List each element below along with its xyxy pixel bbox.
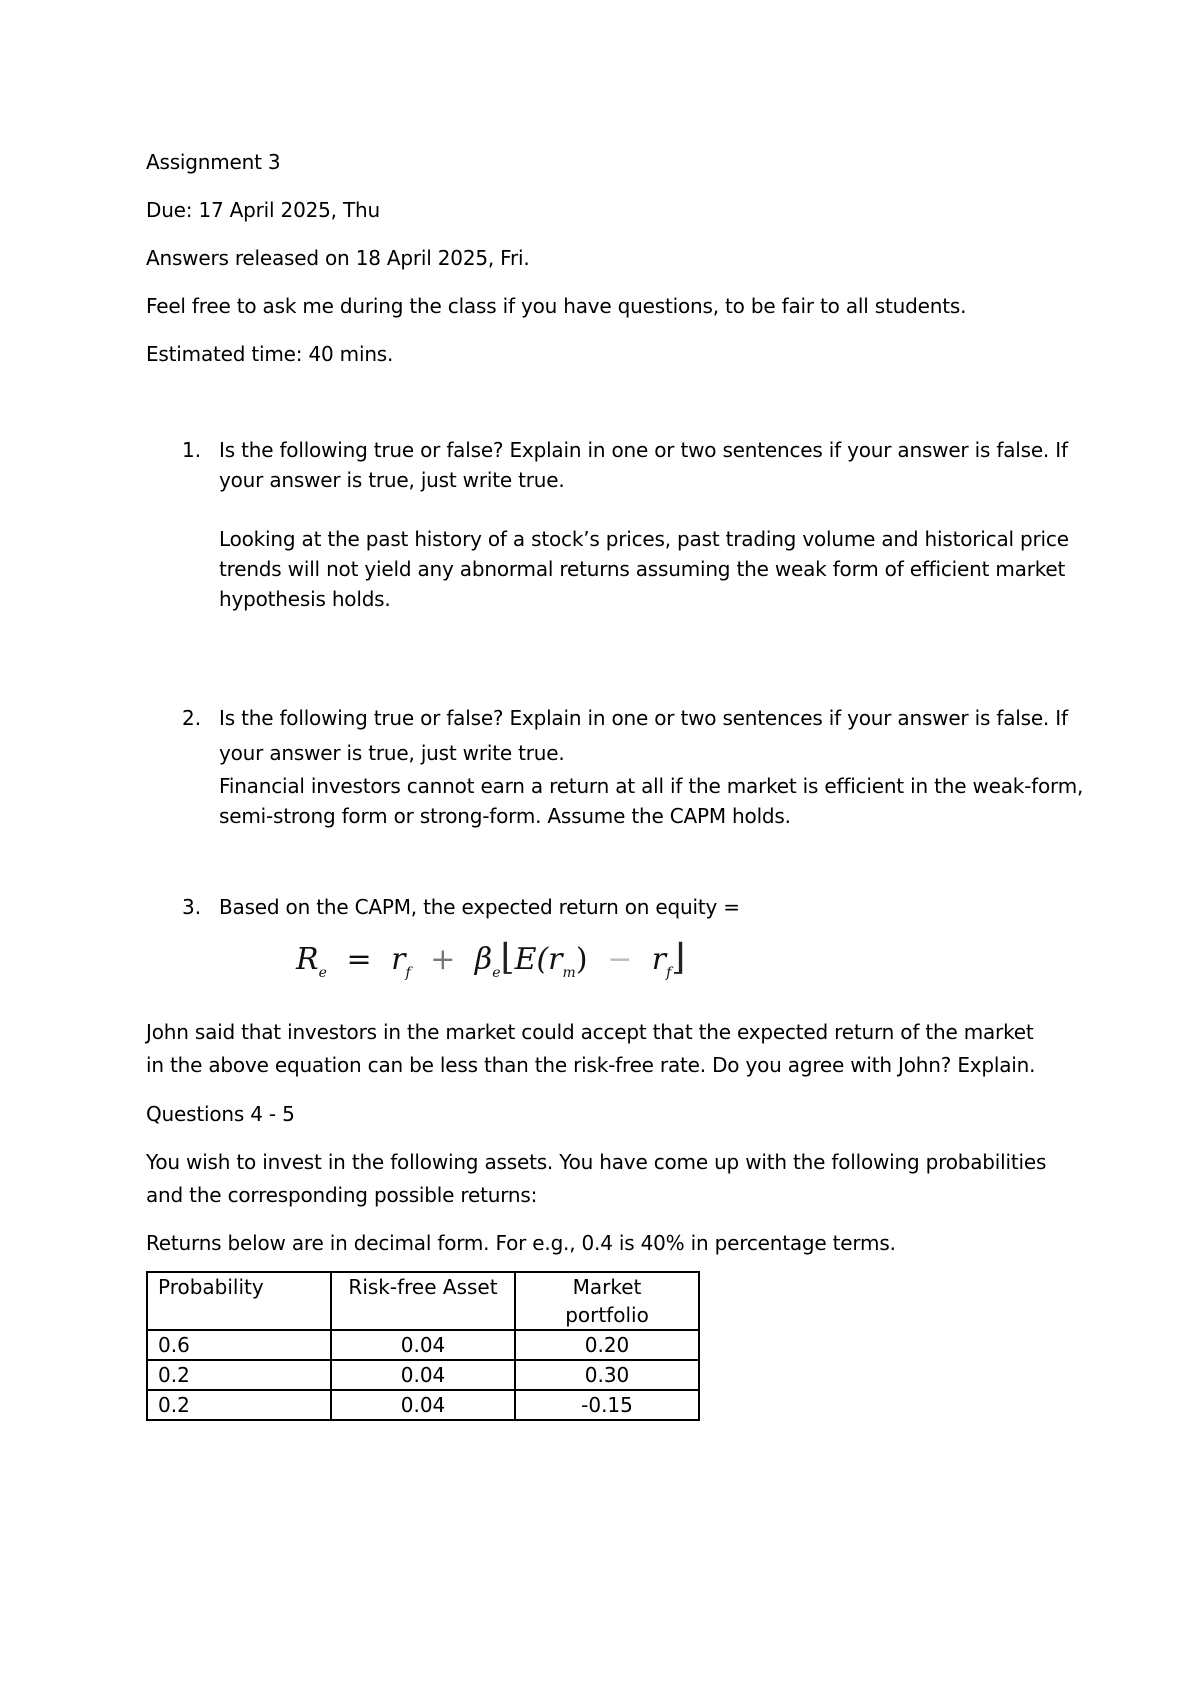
question-1-line-1: Is the following true or false? Explain in one or two sentences if your answer is false. If <box>219 438 1068 462</box>
header-market-portfolio: Market portfolio <box>515 1272 699 1330</box>
question-1-line-2: your answer is true, just write true. <box>219 468 565 492</box>
returns-table <box>146 1271 700 1421</box>
formula-equals: = <box>346 942 372 977</box>
cell-risk-free: 0.04 <box>331 1360 515 1390</box>
table-header-row <box>147 1272 699 1330</box>
question-number: 2. <box>182 706 202 730</box>
table-row <box>147 1330 699 1360</box>
cell-market: 0.30 <box>515 1360 699 1390</box>
formula-expected-market: E(r <box>514 942 563 977</box>
table-row <box>147 1390 699 1420</box>
question-2-line-2: your answer is true, just write true. <box>219 741 565 765</box>
cell-risk-free: 0.04 <box>331 1390 515 1420</box>
question-2-line-4: semi-strong form or strong-form. Assume the CAPM holds. <box>219 804 791 828</box>
answers-release-date: Answers released on 18 April 2025, Fri. <box>146 246 530 270</box>
question-3-followup-line-2: in the above equation can be less than the risk-free rate. Do you agree with John? Explain. <box>146 1053 1036 1077</box>
decimal-form-note: Returns below are in decimal form. For e.g., 0.4 is 40% in percentage terms. <box>146 1231 896 1255</box>
formula-close-bracket: ⌋ <box>671 937 686 978</box>
question-1-statement-line-2: trends will not yield any abnormal returns assuming the weak form of efficient market <box>219 557 1066 581</box>
question-1-statement-line-1: Looking at the past history of a stock’s prices, past trading volume and historical price <box>219 527 1069 551</box>
question-1-statement-line-3: hypothesis holds. <box>219 587 391 611</box>
question-number: 3. <box>182 895 202 919</box>
question-3-followup-line-1: John said that investors in the market could accept that the expected return of the market <box>146 1020 1034 1044</box>
capm-formula: $R_e = r_f$ + $\beta_e⌊E(r_m)$ − $r_f⌋$ <box>296 937 686 981</box>
cell-probability: 0.6 <box>147 1330 331 1360</box>
question-2-line-3: Financial investors cannot earn a return at all if the market is efficient in the weak-form, <box>219 774 1084 798</box>
section-4-5-heading: Questions 4 - 5 <box>146 1102 295 1126</box>
cell-probability: 0.2 <box>147 1360 331 1390</box>
table-row <box>147 1360 699 1390</box>
assignment-title: Assignment 3 <box>146 150 281 174</box>
cell-market: 0.20 <box>515 1330 699 1360</box>
formula-risk-free-2: r <box>651 942 667 977</box>
formula-minus: − <box>607 942 633 977</box>
question-number: 1. <box>182 438 202 462</box>
header-probability: Probability <box>147 1272 331 1330</box>
formula-beta: β <box>474 942 493 977</box>
questions-note: Feel free to ask me during the class if you have questions, to be fair to all students. <box>146 294 967 318</box>
cell-market: -0.15 <box>515 1390 699 1420</box>
question-2-line-1: Is the following true or false? Explain in one or two sentences if your answer is false. If <box>219 706 1068 730</box>
formula-risk-free: r <box>391 942 406 977</box>
estimated-time: Estimated time: 40 mins. <box>146 342 394 366</box>
formula-return-equity: R <box>296 942 319 977</box>
formula-open-bracket: ⌊ <box>500 937 515 978</box>
cell-probability: 0.2 <box>147 1390 331 1420</box>
cell-risk-free: 0.04 <box>331 1330 515 1360</box>
formula-close-paren: ) <box>575 942 588 977</box>
section-4-5-intro-line-2: and the corresponding possible returns: <box>146 1183 538 1207</box>
section-4-5-intro-line-1: You wish to invest in the following assets. You have come up with the following probabilities <box>146 1150 1047 1174</box>
due-date: Due: 17 April 2025, Thu <box>146 198 380 222</box>
formula-plus: + <box>430 942 456 977</box>
header-risk-free-asset: Risk-free Asset <box>331 1272 515 1330</box>
question-3-line-1: Based on the CAPM, the expected return on equity = <box>219 895 740 919</box>
